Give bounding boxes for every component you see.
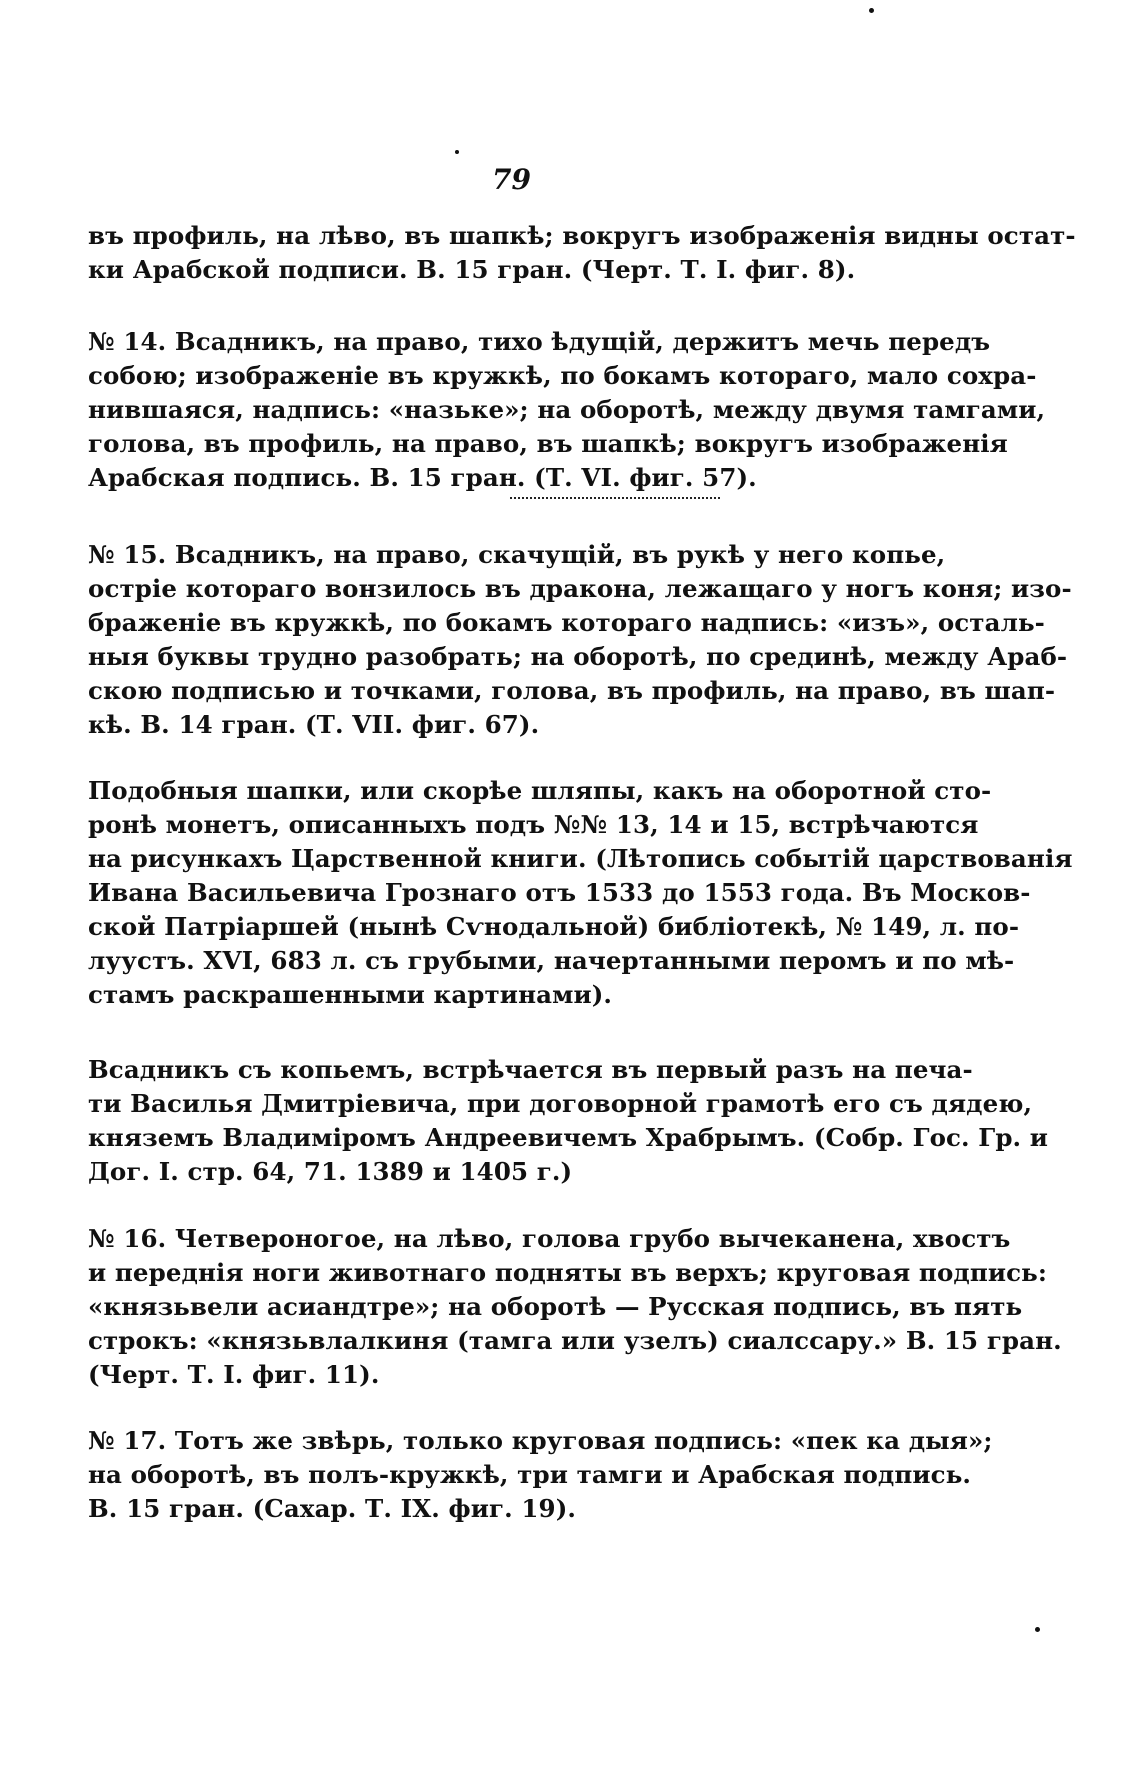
paragraph-entry-14 [88, 325, 1046, 495]
text-line: нившаяся, надпись: «назьке»; на оборотѣ, между двумя тамгами, [88, 395, 1046, 424]
text-line: № 17. Тотъ же звѣрь, только круговая подпись: «пек ка дыя»; [88, 1426, 993, 1455]
text-line: № 14. Всадникъ, на право, тихо ѣдущій, держитъ мечь передъ [88, 327, 991, 356]
text-line: Арабская подпись. В. 15 гран. (Т. VI. фиг. 57). [88, 463, 757, 492]
text-line: княземъ Владиміромъ Андреевичемъ Храбрымъ. (Собр. Гос. Гр. и [88, 1123, 1049, 1152]
text-line: Подобныя шапки, или скорѣе шляпы, какъ на оборотной сто- [88, 776, 992, 805]
paragraph-horseman-note [88, 1053, 1049, 1189]
text-line: № 16. Четвероногое, на лѣво, голова грубо вычеканена, хвостъ [88, 1224, 1011, 1253]
paragraph-entry-15 [88, 538, 1072, 742]
print-speck [869, 8, 874, 13]
paragraph-commentary [88, 774, 1073, 1012]
text-line: ки Арабской подписи. В. 15 гран. (Черт. Т. I. фиг. 8). [88, 255, 856, 284]
text-line: Ивана Васильевича Грознаго отъ 1533 до 1553 года. Въ Москов- [88, 878, 1031, 907]
page-number: 79 [492, 163, 531, 196]
text-line: ронѣ монетъ, описанныхъ подъ №№ 13, 14 и 15, встрѣчаются [88, 810, 979, 839]
text-line: строкъ: «князьвлалкиня (тамга или узелъ) сиалссару.» В. 15 гран. [88, 1326, 1062, 1355]
text-line: браженіе въ кружкѣ, по бокамъ котораго надпись: «изъ», осталь- [88, 608, 1045, 637]
text-line: собою; изображеніе въ кружкѣ, по бокамъ котораго, мало сохра- [88, 361, 1037, 390]
text-line: «князьвели асиандтре»; на оборотѣ — Русская подпись, въ пять [88, 1292, 1023, 1321]
text-line: кѣ. В. 14 гран. (Т. VII. фиг. 67). [88, 710, 540, 739]
paragraph-entry-17 [88, 1424, 993, 1526]
text-line: на оборотѣ, въ полъ-кружкѣ, три тамги и Арабская подпись. [88, 1460, 972, 1489]
text-line: Дог. I. стр. 64, 71. 1389 и 1405 г.) [88, 1157, 573, 1186]
text-line: ныя буквы трудно разобрать; на оборотѣ, по срединѣ, между Араб- [88, 642, 1068, 671]
paragraph-continuation [88, 219, 1076, 287]
text-line: луустъ. XVI, 683 л. съ грубыми, начертанными перомъ и по мѣ- [88, 946, 1015, 975]
text-line: В. 15 гран. (Сахар. Т. IX. фиг. 19). [88, 1494, 577, 1523]
print-smudge [510, 497, 720, 503]
text-line: (Черт. Т. I. фиг. 11). [88, 1360, 380, 1389]
text-line: на рисункахъ Царственной книги. (Лѣтопись событій царствованія [88, 844, 1073, 873]
text-line: голова, въ профиль, на право, въ шапкѣ; вокругъ изображенія [88, 429, 1008, 458]
print-speck [455, 150, 459, 154]
text-line: № 15. Всадникъ, на право, скачущій, въ рукѣ у него копье, [88, 540, 946, 569]
text-line: ти Василья Дмитріевича, при договорной грамотѣ его съ дядею, [88, 1089, 1033, 1118]
text-line: скою подписью и точками, голова, въ профиль, на право, въ шап- [88, 676, 1056, 705]
text-line: въ профиль, на лѣво, въ шапкѣ; вокругъ изображенія видны остат- [88, 221, 1076, 250]
text-line: стамъ раскрашенными картинами). [88, 980, 613, 1009]
text-line: ской Патріаршей (нынѣ Сѵнодальной) библіотекѣ, № 149, л. по- [88, 912, 1020, 941]
print-speck [1035, 1627, 1040, 1632]
paragraph-entry-16 [88, 1222, 1062, 1392]
text-line: Всадникъ съ копьемъ, встрѣчается въ первый разъ на печа- [88, 1055, 973, 1084]
text-line: и переднія ноги животнаго подняты въ верхъ; круговая подпись: [88, 1258, 1048, 1287]
text-line: остріе котораго вонзилось въ дракона, лежащаго у ногъ коня; изо- [88, 574, 1072, 603]
